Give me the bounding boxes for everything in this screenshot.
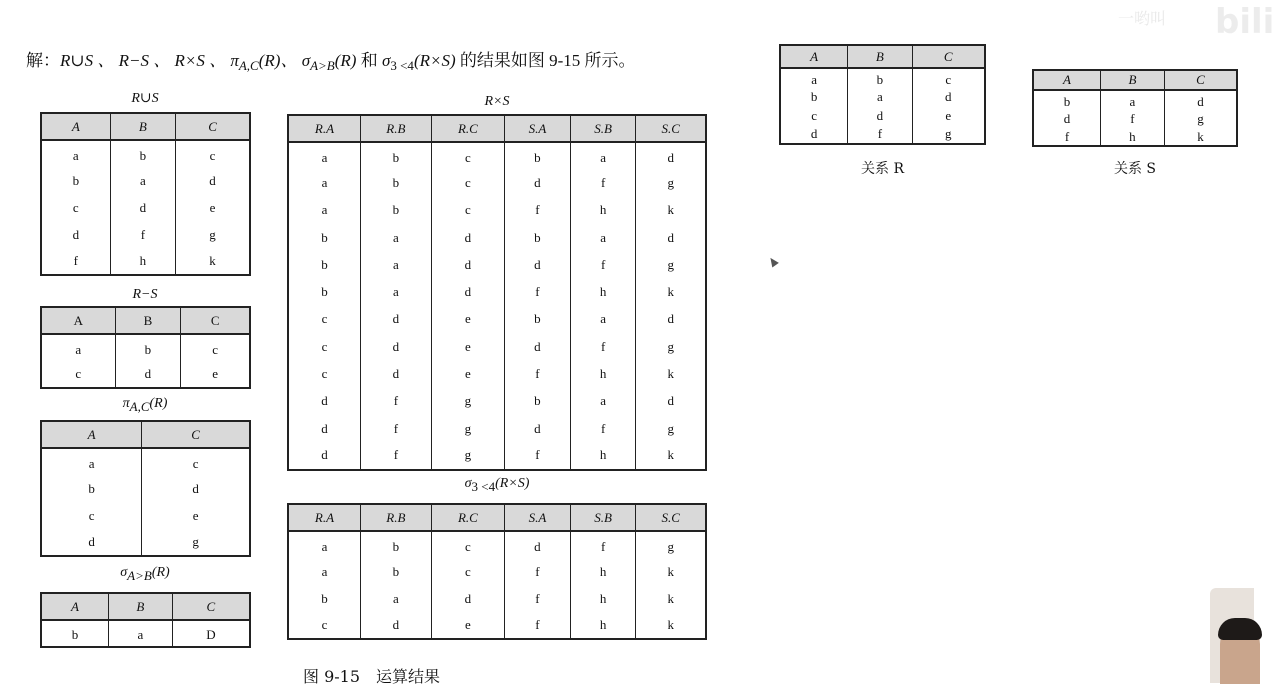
projection-caption-sub: A,C [129,398,150,414]
table-cell: a [288,558,361,585]
table-row [288,388,706,415]
selection-ab-table [40,592,251,648]
table-cell: a [288,531,361,558]
difference-caption: R−S [132,287,158,302]
table-cell: h [570,585,636,612]
table-cell: h [570,360,636,387]
table-cell: a [361,278,432,305]
table-cell: c [41,361,115,388]
table-cell: d [505,169,571,196]
relation_r-header-2: C [912,45,985,68]
heading-and: 和 [360,51,378,70]
projection-caption-main: π [122,396,130,411]
table-cell: g [142,529,250,556]
table-cell: b [361,197,432,224]
table-cell: g [431,388,504,415]
table-row [288,612,706,639]
union-header-0: A [41,113,110,140]
table-cell: k [636,585,706,612]
table-cell: a [1100,90,1164,110]
table-cell: f [361,442,432,469]
selection-ab-caption [40,565,250,584]
heading-prefix: 解： [26,51,60,70]
table-cell: b [41,167,110,194]
relation_r-header-1: B [848,45,912,68]
table-cell: d [176,167,250,194]
table-cell: d [288,415,361,442]
table-cell: a [780,68,848,88]
table-cell: d [110,194,175,221]
table-cell: b [1033,90,1100,110]
table-cell: b [361,169,432,196]
table-cell: b [505,388,571,415]
table-cell: c [288,306,361,333]
table-cell: c [431,558,504,585]
table-row [288,558,706,585]
table-cell: a [41,140,110,167]
table-cell: b [505,224,571,251]
table-cell: c [181,334,250,361]
table-row [288,251,706,278]
table-row [41,475,250,502]
table-cell: h [570,612,636,639]
table-cell: b [288,278,361,305]
union-header-2: C [176,113,250,140]
table-cell: d [505,333,571,360]
relation-s-table [1032,69,1238,147]
selection_ab-header-2: C [172,593,250,620]
table-cell: c [912,68,985,88]
projection-caption [40,396,250,415]
selection-3lt4-table [287,503,707,640]
table-cell: b [41,620,108,647]
table-cell: c [288,333,361,360]
table-cell: d [505,415,571,442]
selection_3lt4-header-5: S.C [636,504,706,531]
selection-3lt4-caption-arg: (R×S) [495,476,530,491]
table-cell: b [361,142,432,169]
table-row [780,88,985,107]
table-row [288,169,706,196]
table-cell: k [636,197,706,224]
table-cell: d [505,251,571,278]
table-cell: d [361,360,432,387]
table-cell: g [1164,110,1237,128]
table-row [1033,110,1237,128]
table-cell: f [505,442,571,469]
table-cell: f [570,415,636,442]
projection-header-1: C [142,421,250,448]
table-cell: a [361,251,432,278]
table-cell: f [1100,110,1164,128]
table-cell: f [505,197,571,224]
table-cell: b [505,306,571,333]
table-cell: d [636,388,706,415]
table-cell: f [570,531,636,558]
table-cell: a [41,334,115,361]
table-cell: k [636,612,706,639]
selection_3lt4-header-1: R.B [361,504,432,531]
selection_3lt4-header-3: S.A [505,504,571,531]
table-cell: b [780,88,848,107]
product-header-0: R.A [288,115,361,142]
heading-sigma2: σ [381,51,391,70]
table-row [1033,90,1237,110]
heading-sel1-arg: (R) [334,51,357,70]
table-cell: a [848,88,912,107]
heading-sel2-sub: 3 <4 [390,58,414,74]
heading-sel2-arg: (R×S) [413,51,456,70]
difference-header-0: A [41,307,115,334]
table-cell: f [505,278,571,305]
table-row [288,306,706,333]
table-cell: b [288,251,361,278]
solution-heading [26,46,636,75]
table-cell: b [361,531,432,558]
table-cell: d [142,475,250,502]
table-cell: e [912,107,985,126]
table-cell: f [505,612,571,639]
table-cell: b [41,475,142,502]
table-cell: c [288,360,361,387]
table-row [41,248,250,275]
heading-expr: R∪S 、 R−S 、 R×S 、 π [60,51,239,70]
table-cell: g [431,442,504,469]
table-cell: c [176,140,250,167]
table-row [41,529,250,556]
table-cell: g [636,333,706,360]
table-row [288,415,706,442]
table-cell: e [431,360,504,387]
table-cell: a [110,167,175,194]
table-cell: h [110,248,175,275]
table-row [41,140,250,167]
relation_s-header-1: B [1100,70,1164,90]
mouse-cursor-icon [767,256,779,268]
table-cell: a [288,169,361,196]
table-cell: h [570,442,636,469]
table-cell: d [431,278,504,305]
projection-caption-arg: (R) [149,396,168,411]
table-cell: g [912,125,985,144]
figure-caption: 图 9-15 运算结果 [303,667,441,686]
projection-header-0: A [41,421,142,448]
table-cell: f [505,360,571,387]
table-row [288,197,706,224]
relation-r-caption: 关系 R [861,161,904,177]
table-cell: c [41,502,142,529]
table-cell: b [505,142,571,169]
table-cell: c [780,107,848,126]
selection-ab-caption-sub: A>B [127,567,152,583]
difference-table [40,306,251,389]
table-cell: f [41,248,110,275]
union-header-1: B [110,113,175,140]
heading-suffix: 的结果如图 9-15 所示。 [459,51,636,70]
table-cell: e [176,194,250,221]
table-cell: f [361,415,432,442]
table-cell: d [636,224,706,251]
selection_3lt4-header-4: S.B [570,504,636,531]
table-cell: g [431,415,504,442]
table-row [288,142,706,169]
table-row [288,585,706,612]
table-cell: c [431,142,504,169]
table-cell: c [142,448,250,475]
table-cell: a [288,142,361,169]
table-cell: d [115,361,181,388]
selection-3lt4-caption-sub: 3 <4 [471,478,496,494]
table-row [41,448,250,475]
table-row [288,360,706,387]
watermark-logo: bili [1215,2,1274,42]
relation_r-header-0: A [780,45,848,68]
table-cell: a [288,197,361,224]
table-cell: d [431,585,504,612]
table-cell: b [288,224,361,251]
table-cell: f [110,221,175,248]
union-table [40,112,251,276]
table-cell: e [181,361,250,388]
table-row [41,620,250,647]
table-cell: g [636,251,706,278]
product-header-2: R.C [431,115,504,142]
watermark-text: 一哟叫 [1118,9,1167,28]
presenter-video-thumbnail [1210,588,1254,683]
table-cell: f [570,333,636,360]
table-row [41,361,250,388]
table-cell: d [361,333,432,360]
table-cell: d [780,125,848,144]
table-row [41,502,250,529]
table-cell: a [41,448,142,475]
table-row [41,221,250,248]
table-row [1033,128,1237,146]
table-cell: g [176,221,250,248]
product-header-4: S.B [570,115,636,142]
table-cell: e [431,612,504,639]
table-cell: a [361,224,432,251]
table-cell: f [848,125,912,144]
table-cell: f [570,169,636,196]
selection_3lt4-header-2: R.C [431,504,504,531]
table-cell: f [570,251,636,278]
table-cell: d [288,442,361,469]
table-row [288,333,706,360]
table-row [41,167,250,194]
table-cell: c [431,531,504,558]
difference-header-1: B [115,307,181,334]
relation-r-table [779,44,986,145]
table-cell: k [176,248,250,275]
heading-pi-arg: (R)、 σ [258,51,311,70]
table-cell: g [636,531,706,558]
table-cell: d [361,306,432,333]
union-caption: R∪S [131,91,159,106]
selection_ab-header-0: A [41,593,108,620]
table-row [288,224,706,251]
product-header-3: S.A [505,115,571,142]
difference-header-2: C [181,307,250,334]
table-row [288,278,706,305]
table-cell: f [1033,128,1100,146]
table-cell: c [431,169,504,196]
selection_3lt4-header-0: R.A [288,504,361,531]
table-row [780,107,985,126]
table-cell: d [431,224,504,251]
table-cell: d [361,612,432,639]
table-cell: d [1033,110,1100,128]
table-cell: d [41,221,110,248]
table-cell: d [636,142,706,169]
table-cell: g [636,415,706,442]
table-cell: d [431,251,504,278]
table-cell: k [636,360,706,387]
table-cell: b [115,334,181,361]
product-table [287,114,707,471]
heading-pi-sub: A,C [238,58,259,74]
table-cell: h [1100,128,1164,146]
table-cell: c [431,197,504,224]
table-cell: d [41,529,142,556]
table-cell: e [142,502,250,529]
table-cell: k [636,558,706,585]
product-caption: R×S [484,94,510,109]
selection-ab-caption-arg: (R) [151,565,170,580]
table-cell: a [361,585,432,612]
relation-s-caption: 关系 S [1113,161,1157,177]
table-cell: b [361,558,432,585]
table-cell: d [505,531,571,558]
table-row [41,334,250,361]
table-cell: D [172,620,250,647]
selection-3lt4-caption-main: σ [464,476,472,491]
table-cell: a [570,388,636,415]
relation_s-header-2: C [1164,70,1237,90]
table-cell: a [570,306,636,333]
relation_s-header-0: A [1033,70,1100,90]
table-cell: a [570,224,636,251]
projection-table [40,420,251,557]
table-cell: c [41,194,110,221]
table-cell: d [636,306,706,333]
table-cell: e [431,306,504,333]
table-row [780,125,985,144]
table-cell: d [288,388,361,415]
table-cell: h [570,197,636,224]
table-row [288,531,706,558]
heading-sel1-sub: A>B [310,58,335,74]
table-cell: f [505,558,571,585]
table-cell: f [361,388,432,415]
selection_ab-header-1: B [108,593,172,620]
table-cell: a [570,142,636,169]
product-header-5: S.C [636,115,706,142]
table-cell: b [110,140,175,167]
selection-ab-caption-main: σ [120,565,128,580]
table-cell: h [570,278,636,305]
table-cell: b [848,68,912,88]
table-cell: e [431,333,504,360]
table-cell: k [636,442,706,469]
table-cell: d [848,107,912,126]
table-row [288,442,706,469]
table-cell: a [108,620,172,647]
selection-3lt4-caption [287,476,707,495]
table-cell: c [288,612,361,639]
table-cell: h [570,558,636,585]
presenter-hair [1218,618,1262,640]
table-row [780,68,985,88]
table-cell: k [636,278,706,305]
table-cell: d [912,88,985,107]
table-row [41,194,250,221]
table-cell: g [636,169,706,196]
table-cell: k [1164,128,1237,146]
table-cell: f [505,585,571,612]
table-cell: b [288,585,361,612]
table-cell: d [1164,90,1237,110]
product-header-1: R.B [361,115,432,142]
